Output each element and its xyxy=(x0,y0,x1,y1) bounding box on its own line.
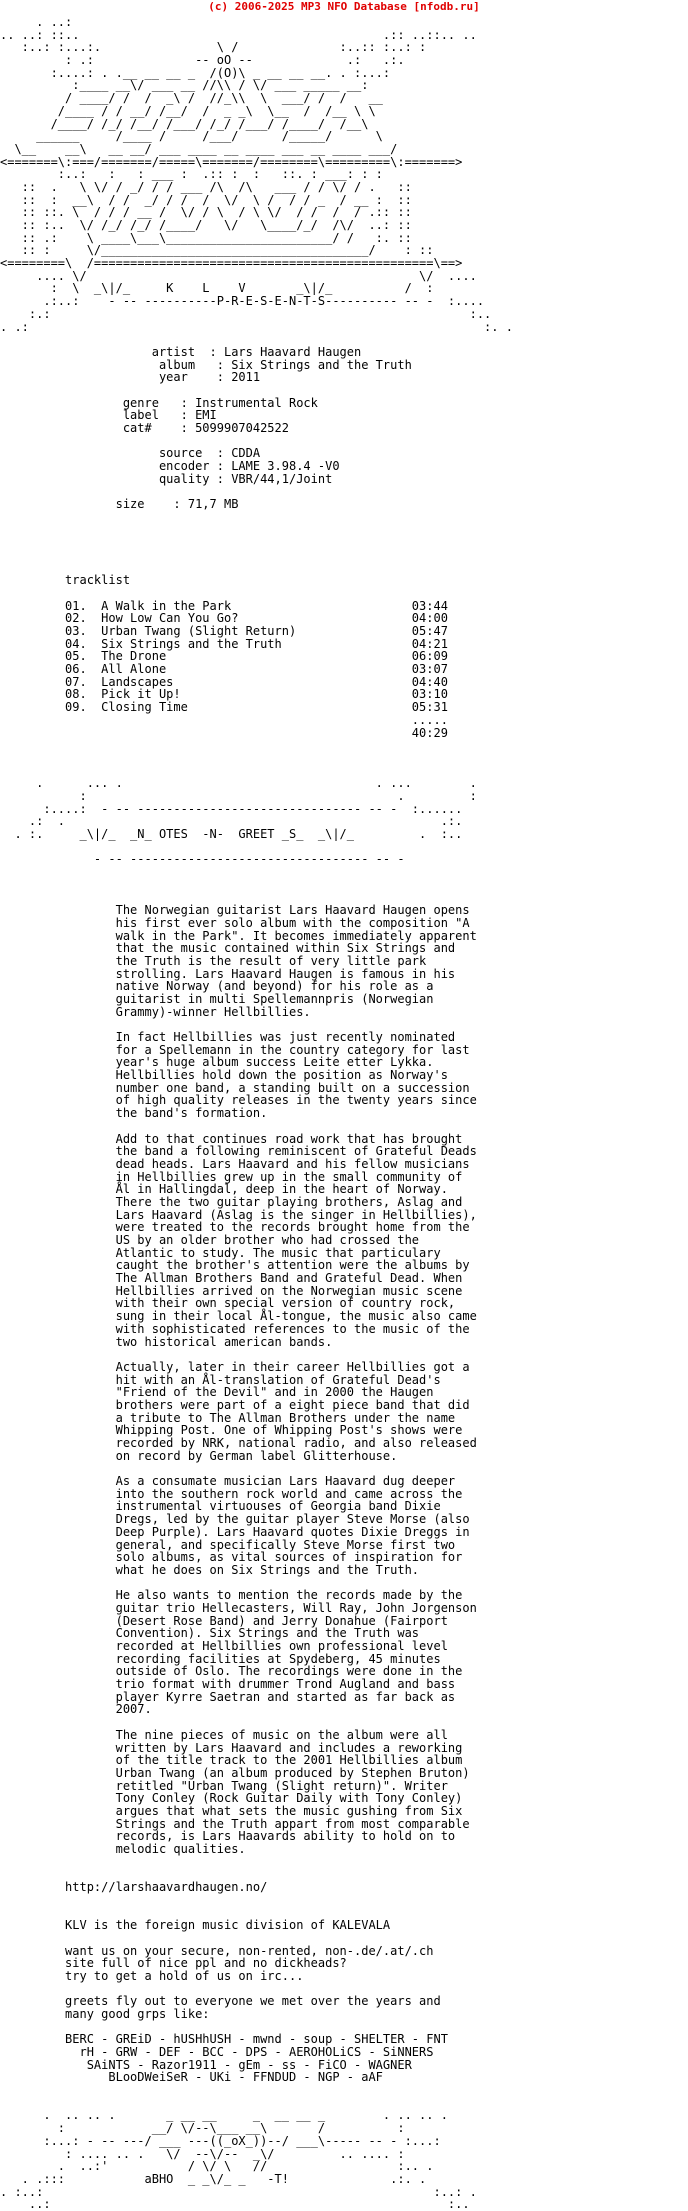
nfo-line: the band's formation. xyxy=(0,1106,268,1121)
nfo-line: :.: :.. xyxy=(0,306,492,321)
nfo-line: / ____/ / / _\ / //_\\ \ ___/ / / __ xyxy=(0,91,383,106)
nfo-line: caught the brother's attention were the albums by xyxy=(0,1258,470,1273)
nfo-line: :....: . .__ __ __ _ /(O)\ _ __ __ __. . :...: xyxy=(0,65,391,80)
nfo-line: two historical american bands. xyxy=(0,1334,333,1349)
nfo-line: general, and specifically Steve Morse first two xyxy=(0,1537,456,1552)
nfo-line: .:..: - -- ----------P-R-E-S-E-N-T-S---------- -- - :.... xyxy=(0,294,485,309)
nfo-line: his first ever solo album with the composition "A xyxy=(0,915,470,930)
nfo-line: outside of Oslo. The recordings were done in the xyxy=(0,1664,463,1679)
nfo-line: <=======\:===/=======/=====\=======/========\=========\:=======> xyxy=(0,154,463,169)
nfo-line: instrumental virtuouses of Georgia band Dixie xyxy=(0,1499,441,1514)
nfo-line: :: : __\ / / _/ / / / \/ \ / / / _ / __ : :: xyxy=(0,192,412,207)
nfo-line xyxy=(0,384,688,397)
nfo-line: 07. Landscapes 04:40 xyxy=(0,674,448,689)
nfo-line: what he does on Six Strings and the Truth. xyxy=(0,1562,420,1577)
nfo-line: : . : xyxy=(0,788,477,803)
nfo-line: 06. All Alone 03:07 xyxy=(0,662,448,677)
nfo-line: encoder : LAME 3.98.4 -V0 xyxy=(0,459,340,474)
nfo-line: Lars Haavard (Aslag is the singer in Hellbillies), xyxy=(0,1207,477,1222)
nfo-line: He also wants to mention the records made by the xyxy=(0,1588,463,1603)
nfo-line: number one band, a standing built on a succession xyxy=(0,1080,470,1095)
nfo-line: many good grps like: xyxy=(0,2006,210,2021)
nfo-line: .. ..: ::.. .:: ..::.. .. xyxy=(0,27,477,42)
nfo-line: Ål in Hallingdal, deep in the heart of Norway. xyxy=(0,1182,448,1197)
nfo-line: :: .: \ ____\___\_______________________/ / :. :: xyxy=(0,230,412,245)
nfo-line: In fact Hellbillies was just recently nominated xyxy=(0,1030,456,1044)
nfo-line xyxy=(0,1120,688,1133)
nfo-line: :: :.. \/ /_/ /_/ /____/ \/ \____/_/ /\/ ..: :: xyxy=(0,218,412,232)
nfo-line: 08. Pick it Up! 03:10 xyxy=(0,687,448,702)
nfo-line: try to get a hold of us on irc... xyxy=(0,1968,304,1983)
nfo-line: Whipping Post. One of Whipping Post's shows were xyxy=(0,1423,463,1438)
nfo-line: Tony Conley (Rock Guitar Daily with Tony Conley) xyxy=(0,1791,463,1806)
nfo-line: year : 2011 xyxy=(0,370,261,385)
nfo-line: Convention). Six Strings and the Truth was xyxy=(0,1626,420,1641)
nfo-line xyxy=(0,1856,688,1869)
nfo-line: SAiNTS - Razor1911 - gEm - ss - FiCO - WAGNER xyxy=(0,2057,412,2072)
nfo-line: label : EMI xyxy=(0,408,217,423)
nfo-line: of high quality releases in the twenty years since xyxy=(0,1093,477,1108)
nfo-line: argues that what sets the music gushing from Six xyxy=(0,1803,463,1818)
nfo-line: 04. Six Strings and the Truth 04:21 xyxy=(0,636,448,651)
nfo-line: The Allman Brothers Band and Grateful Dead. When xyxy=(0,1271,463,1286)
nfo-line: Actually, later in their career Hellbillies got a xyxy=(0,1359,470,1374)
nfo-line: : .: -- oO -- .: .:. xyxy=(0,53,405,68)
nfo-line: album : Six Strings and the Truth xyxy=(0,357,412,372)
nfo-line: solo albums, as vital sources of inspiration for xyxy=(0,1550,463,1565)
nfo-line: ______ /____ / /___/ /_____/ \ xyxy=(0,129,383,144)
nfo-line: 01. A Walk in the Park 03:44 xyxy=(0,598,448,613)
nfo-line: . .. .. . _ __ __ _ __ __ _ . .. .. . xyxy=(0,2108,448,2123)
nfo-line xyxy=(0,536,688,549)
nfo-line: quality : VBR/44,1/Joint xyxy=(0,471,333,486)
nfo-line: /____/ /_/ /__/ /___/ /_/ /___/ /____/ /__\ xyxy=(0,116,369,131)
nfo-line: recorded at Hellbillies own professional level xyxy=(0,1639,448,1653)
nfo-line: /____ / / __/ /__/ / _ _\ \__ / /__ \ \ xyxy=(0,103,376,118)
nfo-line: Grammy)-winner Hellbillies. xyxy=(0,1004,311,1019)
nfo-line xyxy=(0,511,688,524)
nfo-line: "Friend of the Devil" and in 2000 the Haugen xyxy=(0,1385,434,1400)
nfo-line: ..: :.. xyxy=(0,2197,470,2211)
nfo-line: with sophisticated references to the music of the xyxy=(0,1321,470,1336)
nfo-line: written by Lars Haavard and includes a reworking xyxy=(0,1740,463,1755)
nfo-line: : __/ \/--\___ __\ / : xyxy=(0,2121,405,2136)
nfo-line: BLooDWeiSeR - UKi - FFNDUD - NGP - aAF xyxy=(0,2070,383,2085)
nfo-line: in Hellbillies grew up in the small community of xyxy=(0,1169,463,1184)
nfo-line: - -- --------------------------------- -- - xyxy=(0,852,405,867)
nfo-line: There the two guitar playing brothers, Aslag and xyxy=(0,1194,463,1209)
nfo-line: greets fly out to everyone we met over the years and xyxy=(0,1994,441,2009)
nfo-line: . ... . . ... . xyxy=(0,776,477,791)
nfo-line: were treated to the records brought home from the xyxy=(0,1220,470,1235)
nfo-line: .... \/ \/ .... xyxy=(0,268,477,283)
nfo-line: . .: :. . xyxy=(0,319,513,334)
nfo-line: rH - GRW - DEF - BCC - DPS - AEROHOLiCS - SiNNERS xyxy=(0,2045,434,2059)
nfo-line: recording facilities at Spydeberg, 45 minutes xyxy=(0,1651,441,1666)
nfo-line: . ..:' / \/ \ // :.. . xyxy=(0,2159,434,2174)
nfo-line: Hellbillies hold down the position as Norway's xyxy=(0,1068,448,1083)
nfo-line: records, is Lars Haavards ability to hold on to xyxy=(0,1829,456,1844)
nfo-line: :..: : : ___ : .:: : : ::. : ___: : : xyxy=(0,167,383,182)
nfo-line: The Norwegian guitarist Lars Haavard Haugen opens xyxy=(0,903,470,918)
nfo-line: : .... .. . \/ --\/-- _\/ .. .... : xyxy=(0,2146,405,2161)
nfo-line: 09. Closing Time 05:31 xyxy=(0,700,448,715)
nfo-line: tracklist xyxy=(0,573,131,588)
nfo-line: genre : Instrumental Rock xyxy=(0,395,318,410)
nfo-line: :: : \/_____________________________________/ : :: xyxy=(0,243,434,258)
nfo-line: Urban Twang (an album produced by Stephen Bruton) xyxy=(0,1765,470,1780)
nfo-line: year's huge album success Leite etter Lykka. xyxy=(0,1055,434,1070)
nfo-line: 02. How Low Can You Go? 04:00 xyxy=(0,611,448,626)
nfo-line: native Norway (and beyond) for his role as a xyxy=(0,979,434,994)
nfo-line: : \ _\|/_ K L V _\|/_ / : xyxy=(0,281,434,296)
nfo-line: source : CDDA xyxy=(0,446,261,461)
nfo-line: size : 71,7 MB xyxy=(0,497,239,512)
nfo-line: :: ::. \ / / / __ / \/ / \ / \ \/ / / / / .:: :: xyxy=(0,205,412,220)
nfo-line: \__ __\ __ __/ ___ ____ __ ____ ___ __ ____ ___/ xyxy=(0,141,398,156)
nfo-line: sung in their local Ål-tongue, the music also came xyxy=(0,1309,477,1324)
nfo-line: guitar trio Hellecasters, Will Ray, John Jorgenson xyxy=(0,1600,477,1615)
nfo-line xyxy=(0,524,688,537)
nfo-line xyxy=(0,739,688,752)
nfo-line: player Kyrre Saetran and started as far back as xyxy=(0,1689,456,1704)
nfo-line: the band a following reminiscent of Grateful Deads xyxy=(0,1144,477,1159)
nfo-line: 40:29 xyxy=(0,725,448,740)
nfo-line: that the music contained within Six Strings and xyxy=(0,941,456,956)
nfo-line xyxy=(0,1716,688,1729)
nfo-document xyxy=(0,16,688,2211)
nfo-line: KLV is the foreign music division of KALEVALA xyxy=(0,1918,391,1933)
nfo-line: for a Spellemann in the country category for last xyxy=(0,1042,470,1057)
nfo-line: . ..: xyxy=(0,16,73,29)
nfo-line: recorded by NRK, national radio, and also released xyxy=(0,1436,477,1450)
nfo-line xyxy=(0,1894,688,1907)
nfo-line: (Desert Rose Band) and Jerry Donahue (Fairport xyxy=(0,1613,448,1628)
nfo-line: The nine pieces of music on the album were all xyxy=(0,1727,448,1742)
nfo-line xyxy=(0,752,688,765)
nfo-line: the Truth is the result of very little park xyxy=(0,953,427,968)
nfo-line: site full of nice ppl and no dickheads? xyxy=(0,1956,347,1971)
nfo-line: . .::: aBHO _ _\/_ _ -T! .:. . xyxy=(0,2171,427,2186)
nfo-line: 05. The Drone 06:09 xyxy=(0,649,448,664)
nfo-line: walk in the Park". It becomes immediately apparent xyxy=(0,928,477,943)
nfo-line: Add to that continues road work that has brought xyxy=(0,1131,463,1146)
nfo-line: :...: - -- ---/ ___ ---((_oX_))--/ ___\----- -- - :...: xyxy=(0,2133,441,2148)
nfo-line: Hellbillies arrived on the Norwegian music scene xyxy=(0,1283,463,1298)
nfo-line: on record by German label Glitterhouse. xyxy=(0,1448,398,1463)
nfo-line: trio format with drummer Trond Augland and bass xyxy=(0,1677,456,1692)
nfo-line: As a consumate musician Lars Haavard dug deeper xyxy=(0,1474,456,1489)
nfo-line: of the title track to the 2001 Hellbillies album xyxy=(0,1753,463,1768)
nfo-line: want us on your secure, non-rented, non-.de/.at/.ch xyxy=(0,1943,434,1958)
nfo-line: a tribute to The Allman Brothers under the name xyxy=(0,1410,456,1425)
nfo-line xyxy=(0,1348,688,1361)
nfo-line: Atlantic to study. The music that particulary xyxy=(0,1245,441,1260)
nfo-line: :..: :...:. \ / :..:: :..: : xyxy=(0,40,427,55)
nfo-line: Dregs, led by the guitar player Steve Morse (also xyxy=(0,1512,470,1527)
nfo-line: retitled "Urban Twang (Slight return)". Writer xyxy=(0,1778,448,1793)
nfo-line xyxy=(0,333,688,346)
nfo-line: 2007. xyxy=(0,1702,152,1717)
nfo-line xyxy=(0,866,688,879)
nfo-line: hit with an Ål-translation of Grateful Dead's xyxy=(0,1372,441,1387)
nfo-line: :: . \ \/ / _/ / / ___ /\ /\ ___ / / \/ / . :: xyxy=(0,179,412,194)
nfo-line: BERC - GREiD - hUSHhUSH - mwnd - soup - SHELTER - FNT xyxy=(0,2032,448,2047)
nfo-line: strolling. Lars Haavard Haugen is famous in his xyxy=(0,966,456,981)
nfo-line: . :. _\|/_ _N_ OTES -N- GREET _S_ _\|/_ . :.. xyxy=(0,827,463,841)
nfo-line: artist : Lars Haavard Haugen xyxy=(0,344,362,359)
nfo-line: Deep Purple). Lars Haavard quotes Dixie Dreggs in xyxy=(0,1524,470,1539)
nfo-line: into the southern rock world and came across the xyxy=(0,1486,463,1501)
nfo-line xyxy=(0,1932,688,1945)
nfo-line: 03. Urban Twang (Slight Return) 05:47 xyxy=(0,624,448,638)
nfo-line: Strings and the Truth appart from most comparable xyxy=(0,1816,470,1831)
nfo-line: ..... xyxy=(0,712,448,727)
nfo-line xyxy=(0,549,688,562)
nfo-line: brothers were part of a eight piece band that did xyxy=(0,1397,470,1412)
nfo-line: :____ __\/ ___ __ //\\ / \/ ___ _____ __: xyxy=(0,78,369,93)
nfo-line: with their own special version of country rock, xyxy=(0,1296,456,1311)
nfo-line: .: . .:. xyxy=(0,814,463,829)
nfo-line: guitarist in multi Spellemannpris (Norwegian xyxy=(0,991,434,1006)
nfo-line: . :..: :..: . xyxy=(0,2184,477,2199)
nfo-line: <========\ /===============================================\==> xyxy=(0,256,463,271)
nfo-line: US by an older brother who had crossed the xyxy=(0,1233,420,1247)
nfo-line: http://larshaavardhaugen.no/ xyxy=(0,1880,268,1895)
nfo-line xyxy=(0,587,688,600)
nfo-line xyxy=(0,2084,688,2097)
nfo-line: cat# : 5099907042522 xyxy=(0,421,289,435)
nfo-line: :....: - -- ------------------------------- -- - :...... xyxy=(0,801,463,816)
nfodb-copyright-header: (c) 2006-2025 MP3 NFO Database [nfodb.ru] xyxy=(208,0,480,13)
nfo-line xyxy=(0,879,688,892)
nfo-line: dead heads. Lars Haavard and his fellow musicians xyxy=(0,1156,470,1171)
nfo-line: melodic qualities. xyxy=(0,1842,246,1856)
